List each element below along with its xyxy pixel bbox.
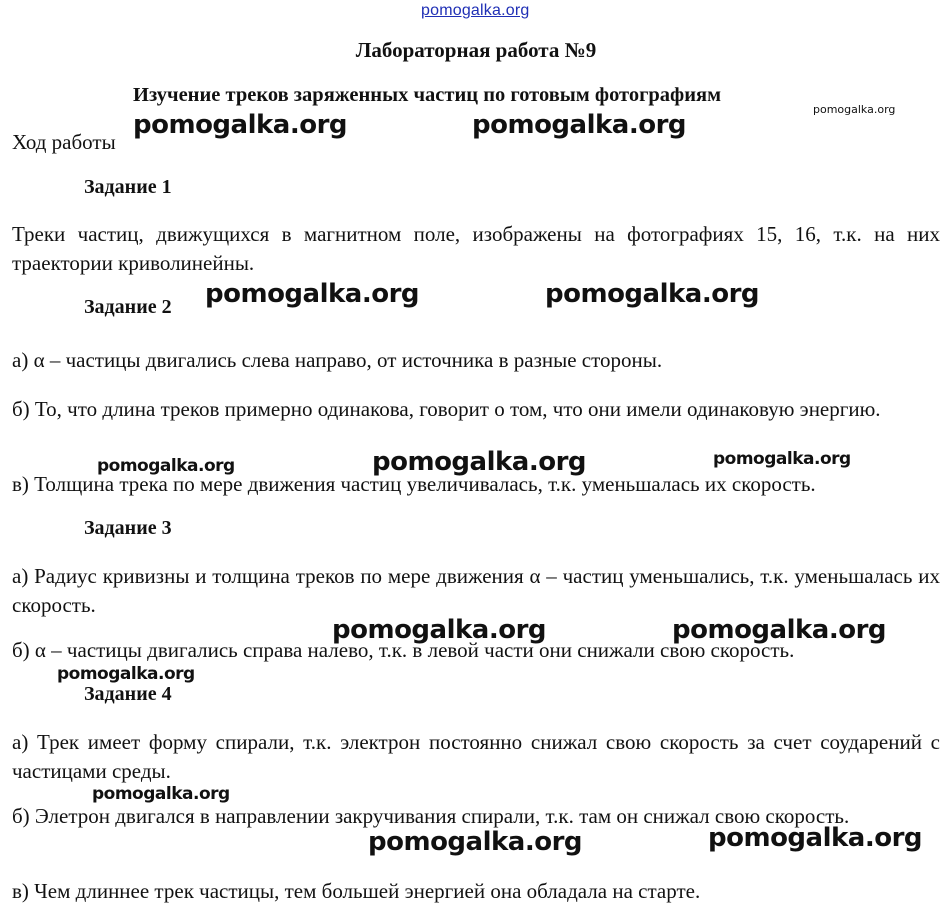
task-2-paragraph-c: в) Толщина трека по мере движения частиц увеличивалась, т.к. уменьшалась их скорость. bbox=[12, 472, 816, 496]
watermark: pomogalka.org bbox=[368, 827, 583, 857]
task-1-heading: Задание 1 bbox=[84, 176, 172, 198]
task-1-paragraph-1: Треки частиц, движущихся в магнитном поле, изображены на фотографиях 15, 16, т.к. на них траектории криволинейны. bbox=[12, 222, 940, 275]
watermark: pomogalka.org bbox=[708, 823, 923, 853]
watermark: pomogalka.org bbox=[205, 279, 420, 309]
watermark: pomogalka.org bbox=[332, 615, 547, 645]
site-link[interactable]: pomogalka.org bbox=[421, 2, 530, 19]
watermark: pomogalka.org bbox=[713, 449, 851, 469]
task-2-heading: Задание 2 bbox=[84, 296, 172, 318]
task-2-paragraph-b: б) То, что длина треков примерно одинакова, говорит о том, что они имели одинаковую энергию. bbox=[12, 397, 881, 421]
watermark: pomogalka.org bbox=[813, 103, 896, 116]
task-3-heading: Задание 3 bbox=[84, 517, 172, 539]
watermark: pomogalka.org bbox=[472, 110, 687, 140]
watermark: pomogalka.org bbox=[672, 615, 887, 645]
task-4-paragraph-c: в) Чем длиннее трек частицы, тем большей энергией она обладала на старте. bbox=[12, 879, 701, 903]
watermark: pomogalka.org bbox=[372, 447, 587, 477]
task-4-heading: Задание 4 bbox=[84, 683, 172, 705]
task-4-paragraph-a: а) Трек имеет форму спирали, т.к. электрон постоянно снижал свою скорость за счет соударений с частицами среды. bbox=[12, 730, 940, 783]
watermark: pomogalka.org bbox=[97, 456, 235, 476]
task-3-paragraph-b: б) α – частицы двигались справа налево, т.к. в левой части они снижали свою скорость. bbox=[12, 638, 795, 662]
document-subtitle: Изучение треков заряженных частиц по готовым фотографиям bbox=[133, 84, 722, 106]
task-3-paragraph-a: а) Радиус кривизны и толщина треков по мере движения α – частиц уменьшались, т.к. уменьшалась их скорость. bbox=[12, 564, 940, 617]
task-4-paragraph-b: б) Элетрон двигался в направлении закручивания спирали, т.к. там он снижал свою скорость. bbox=[12, 804, 850, 828]
task-2-paragraph-a: а) α – частицы двигались слева направо, от источника в разные стороны. bbox=[12, 348, 663, 372]
watermark: pomogalka.org bbox=[545, 279, 760, 309]
progress-label: Ход работы bbox=[12, 130, 116, 154]
watermark: pomogalka.org bbox=[92, 784, 230, 804]
watermark: pomogalka.org bbox=[133, 110, 348, 140]
watermark: pomogalka.org bbox=[57, 664, 195, 684]
document-title: Лабораторная работа №9 bbox=[355, 38, 597, 62]
